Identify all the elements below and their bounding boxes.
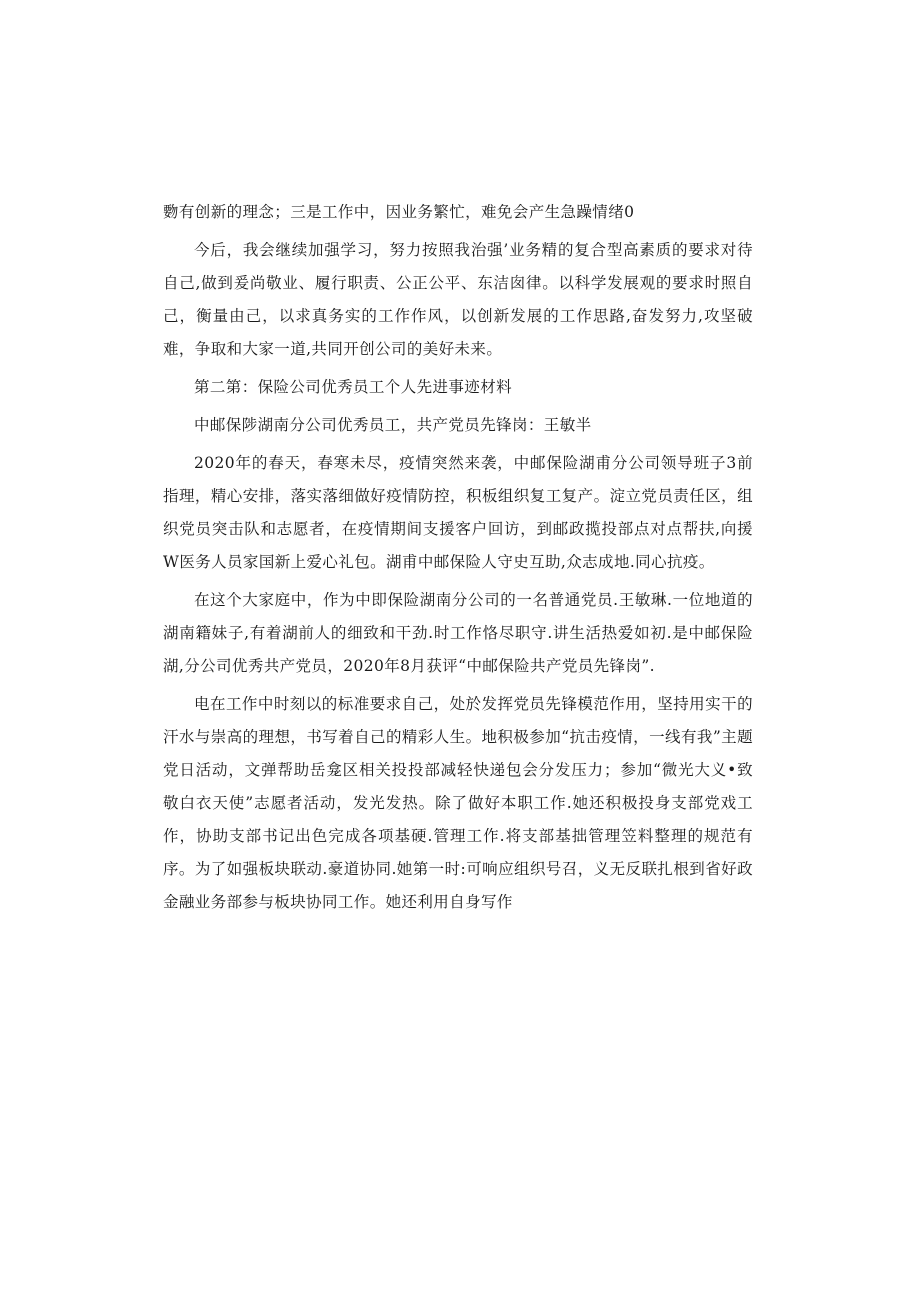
paragraph-work-achievements: 电在工作中时刻以的标准要求自己，处於发挥党员先锋模范作用，坚持用实干的汗水与崇高的理想，书写着自己的精彩人生。地积极参加“抗击疫情，一线有我”主题党日活动，文弹帮助岳龛区相关投投部减轻快递包会分发压力；参加“微光大义•致敬白衣天使”志愿者活动，发光发热。除了做好本职工作.她还积极投身支部党戏工作，协助支部书记出色完成各项基硬.管理工作.将支部基拙管理笠料整理的规范有序。为了如强板块联动.豪道协同.她第一时:可响应组织号召，义无反联扎根到省好政金融业务部参与板块协同工作。她还利用自身写作 — [163, 695, 753, 911]
document-body — [163, 196, 753, 924]
subject-line: 中邮保陟湖南分公司优秀员工，共产党员先锋岗：王敏半 — [194, 416, 592, 434]
paragraph-profile: 在这个大家庭中，作为中即保险湖南分公司的一名普通党员.王敏琳.一位地道的湖南籍妹子,有着湖前人的细致和干劲.时工作恪尽职守.讲生活热爱如初.是中邮保险湖,分公司优秀共产党员，2020年8月获评“中邮保险共产党员先锋岗”. — [163, 591, 753, 675]
section-heading: 第二第：保险公司优秀员工个人先进事迹材料 — [194, 378, 513, 396]
paragraph-continuation: 覅有创新的理念；三是工作中，因业务繁忙，难免会产生急躁情绪0 — [163, 203, 635, 221]
paragraph-epidemic: 2020年的春天，春寒未尽，疫情突然来袭，中邮保险湖甫分公司领导班子3前指理，精心安排，落实落细做好疫情防控，积板组织复工复产。淀立党员责任区，组织党员突击队和志愿者，在疫情期间支援客户回访，到邮政揽投部点对点帮扶,向援W医务人员家国新上爱心礼包。湖甫中邮保险人守史互助,众志成地.同心抗疫。 — [163, 454, 753, 571]
paragraph-future-plans: 今后，我会继续加强学习，努力按照我治强’业务精的复合型高素质的要求对待自己,做到爰尚敬业、履行职责、公正公平、东洁囱律。以科学发展观的要求时照自己，衡量由己，以求真务实的工作作风，以创新发展的工作思路,奋发努力,攻坚破难，争取和大家一道,共同开创公司的美好未来。 — [163, 241, 753, 358]
